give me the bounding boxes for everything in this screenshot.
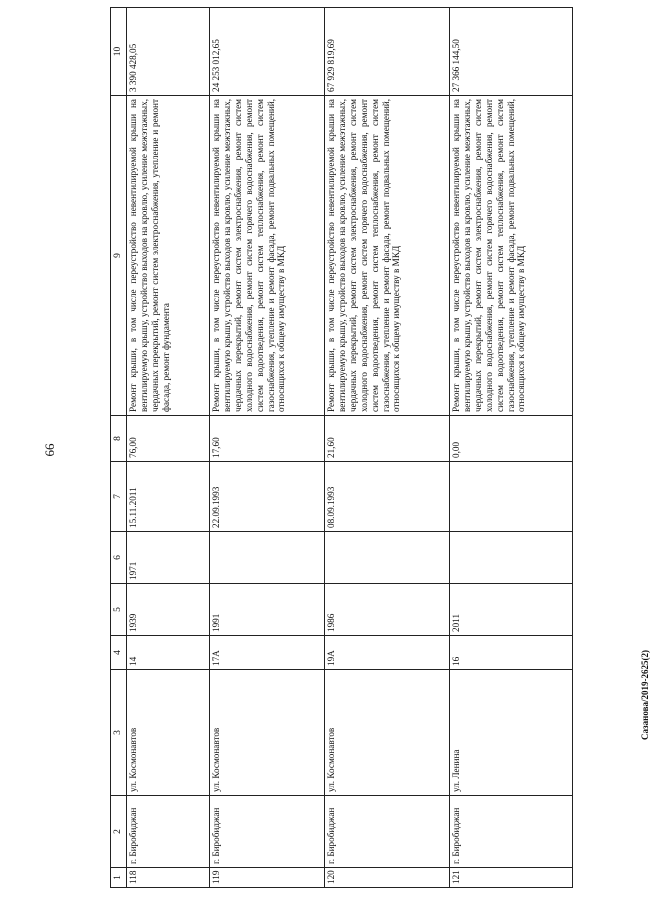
table-row (210, 8, 325, 888)
col6-cell (450, 532, 573, 584)
city-cell: г. Биробиджан (325, 796, 450, 868)
header-col-4: 4 (111, 636, 127, 670)
rotated-table-container (110, 8, 557, 888)
description-cell: Ремонт крыши, в том числе переустройство невентилируемой крыши на вентилируемую крышу, устройство выходов на кровлю, усиление межэтажных, чердачных перекрытий, ремонт систем электроснабжения, ремонт систем холодного водоснабжения, ремонт систем горячего водоснабжения, ремонт систем водоотведения, ремонт систем теплоснабжения, ремонт систем газоснабжения, утепление и ремонт фасада, ремонт подвальных помещений, относящихся к общему имуществу в МКД (450, 96, 573, 416)
header-col-10: 10 (111, 8, 127, 96)
col6-cell (210, 532, 325, 584)
col8-cell: 17,60 (210, 416, 325, 462)
row-number: 121 (450, 868, 573, 888)
col8-cell: 76,00 (127, 416, 210, 462)
cost-cell: 67 929 819,69 (325, 8, 450, 96)
header-col-6: 6 (111, 532, 127, 584)
year-built-cell: 2011 (450, 584, 573, 636)
header-col-9: 9 (111, 96, 127, 416)
table-rotation-wrapper (110, 8, 557, 888)
header-row (111, 8, 127, 888)
row-number: 119 (210, 868, 325, 888)
city-cell: г. Биробиджан (450, 796, 573, 868)
city-cell: г. Биробиджан (127, 796, 210, 868)
street-cell: ул. Космонавтов (127, 670, 210, 796)
house-cell: 16 (450, 636, 573, 670)
page-number: 66 (42, 443, 57, 457)
header-col-7: 7 (111, 462, 127, 532)
document-footer-code: Сазанова/2019-2625(2) (640, 650, 650, 740)
repair-program-table (110, 7, 573, 888)
table-row (127, 8, 210, 888)
col7-cell (450, 462, 573, 532)
cost-cell: 3 390 428,05 (127, 8, 210, 96)
col7-cell: 15.11.2011 (127, 462, 210, 532)
col7-cell: 08.09.1993 (325, 462, 450, 532)
header-col-2: 2 (111, 796, 127, 868)
description-cell: Ремонт крыши, в том числе переустройство невентилируемой крыши на вентилируемую крышу, устройство выходов на кровлю, усиление межэтажных, чердачных перекрытий, ремонт систем электроснабжения, ремонт систем холодного водоснабжения, ремонт систем горячего водоснабжения, ремонт систем водоотведения, ремонт систем теплоснабжения, ремонт систем газоснабжения, утепление и ремонт фасада, ремонт подвальных помещений, относящихся к общему имуществу в МКД (325, 96, 450, 416)
header-col-1: 1 (111, 868, 127, 888)
year-built-cell: 1991 (210, 584, 325, 636)
house-cell: 19А (325, 636, 450, 670)
year-built-cell: 1986 (325, 584, 450, 636)
table-row (450, 8, 573, 888)
row-number: 120 (325, 868, 450, 888)
col8-cell: 0,00 (450, 416, 573, 462)
col6-cell: 1971 (127, 532, 210, 584)
street-cell: ул. Ленина (450, 670, 573, 796)
col6-cell (325, 532, 450, 584)
header-col-8: 8 (111, 416, 127, 462)
street-cell: ул. Космонавтов (325, 670, 450, 796)
house-cell: 17А (210, 636, 325, 670)
city-cell: г. Биробиджан (210, 796, 325, 868)
cost-cell: 24 253 012,65 (210, 8, 325, 96)
year-built-cell: 1939 (127, 584, 210, 636)
col8-cell: 21,60 (325, 416, 450, 462)
description-cell: Ремонт крыши, в том числе переустройство невентилируемой крыши на вентилируемую крышу, устройство выходов на кровлю, усиление межэтажных, чердачных перекрытий, ремонт систем электроснабжения, ремонт систем холодного водоснабжения, ремонт систем горячего водоснабжения, ремонт систем водоотведения, ремонт систем теплоснабжения, ремонт систем газоснабжения, утепление и ремонт фасада, ремонт подвальных помещений, относящихся к общему имуществу в МКД (210, 96, 325, 416)
street-cell: ул. Космонавтов (210, 670, 325, 796)
row-number: 118 (127, 868, 210, 888)
description-cell: Ремонт крыши, в том числе переустройство невентилируемой крыши на вентилируемую крышу, устройство выходов на кровлю, усиление межэтажных, чердачных перекрытий, ремонт систем электроснабжения, утепление и ремонт фасада, ремонт фундамента (127, 96, 210, 416)
house-cell: 14 (127, 636, 210, 670)
header-col-3: 3 (111, 670, 127, 796)
header-col-5: 5 (111, 584, 127, 636)
col7-cell: 22.09.1993 (210, 462, 325, 532)
cost-cell: 27 366 144,50 (450, 8, 573, 96)
table-row (325, 8, 450, 888)
